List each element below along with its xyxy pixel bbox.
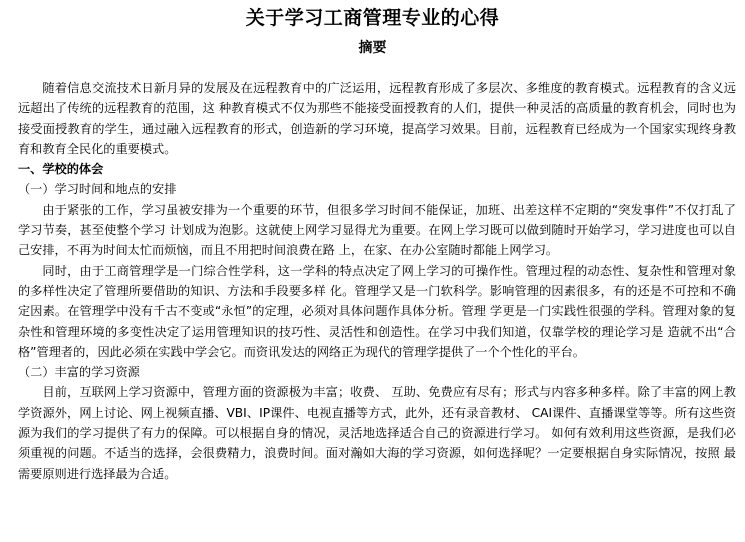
section-heading: 一、学校的体会: [18, 162, 104, 177]
subsection-heading: （一）学习时间和地点的安排: [18, 182, 177, 197]
document-body: [18, 78, 736, 484]
document-title: 关于学习工商管理专业的心得: [245, 7, 500, 29]
body-paragraph: 目前，互联网上学习资源中，管理方面的资源极为丰富；收费、 互助、免费应有尽有；形式与内容多种多样。除了丰富的网上教学资源外，网上讨论、网上视频直播、VBI、IP课件、电视直播等方式，此外，还有录音教材、 CAI课件、直播课堂等等。所有这些资源为我们的学习提供了有力的保障。可以根据自身的情况，灵活地选择适合自己的资源进行学习。 如何有效利用这些资源，是我们必须重视的问题。不适当的选择，会很费精力，浪费时间。面对瀚如大海的学习资源，如何选择呢？一定要根据自身实际情况，按照 最需要原则进行选择最为合适。: [18, 385, 736, 481]
abstract-label: 摘要: [358, 40, 387, 56]
intro-paragraph: 随着信息交流技术日新月异的发展及在远程教育中的广泛运用，远程教育形成了多层次、多维度的教育模式。远程教育的含义远远超出了传统的远程教育的范围，这 种教育模式不仅为那些不能接受面授教育的人们，提供一种灵活的高质量的教育机会，同时也为接受面授教育的学生，通过融入远程教育的形式，创造新的学习环境，提高学习效果。目前，远程教育已经成为一个国家实现终身教育和教育全民化的重要模式。: [18, 81, 736, 156]
body-paragraph: 由于紧张的工作，学习虽被安排为一个重要的环节，但很多学习时间不能保证，加班、出差这样不定期的“突发事件”不仅打乱了学习节奏，甚至使整个学习 计划成为泡影。这就使上网学习显得尤为重要。在网上学习既可以做到随时开始学习，学习进度也可以自己安排，不再为时间太忙而烦恼，而且不用把时间浪费在路 上，在家、在办公室随时都能上网学习。: [18, 202, 736, 258]
subsection-heading: （二）丰富的学习资源: [18, 365, 140, 380]
body-paragraph: 同时，由于工商管理学是一门综合性学科，这一学科的特点决定了网上学习的可操作性。管理过程的动态性、复杂性和管理对象的多样性决定了管理所要借助的知识、方法和手段要多样 化。管理学又是一门软科学。影响管理的因素很多，有的还是不可控和不确定因素。在管理学中没有千古不变或“永恒”的定理，必须对具体问题作具体分析。管理 学更是一门实践性很强的学科。管理对象的复杂性和管理环境的多变性决定了运用管理知识的技巧性、灵活性和创造性。在学习中我们知道，仅靠学校的理论学习是 造就不出“合格”管理者的，因此必须在实践中学会它。而资讯发达的网络正为现代的管理学提供了一个个性化的平台。: [18, 263, 736, 359]
